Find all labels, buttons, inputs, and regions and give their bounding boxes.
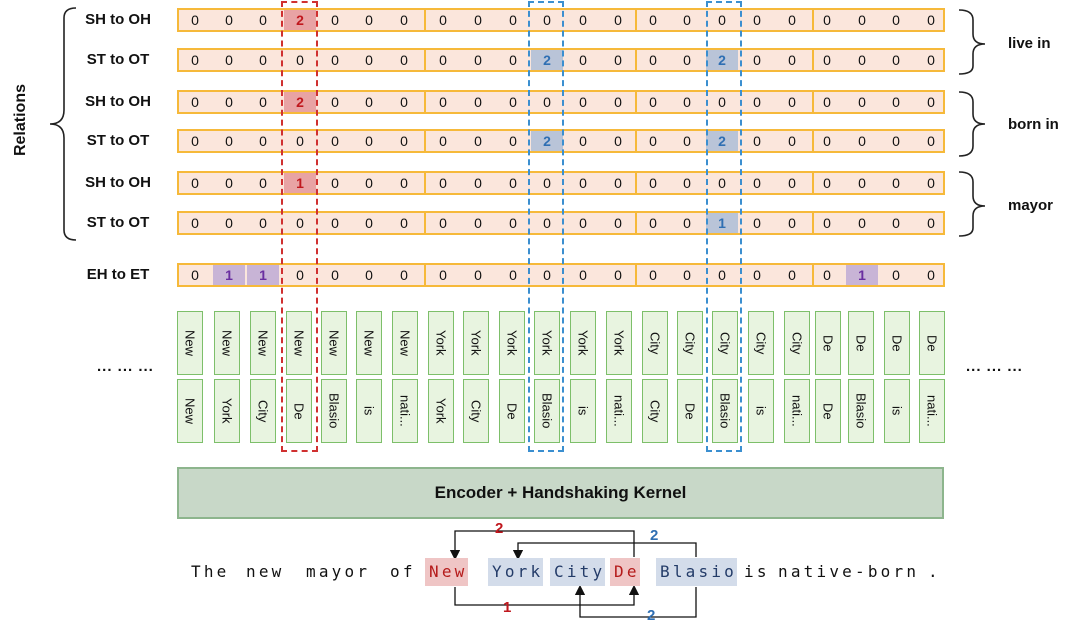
matrix-cell: 0 — [753, 175, 761, 191]
matrix-cell: 0 — [509, 267, 517, 283]
matrix-cell: 0 — [927, 12, 935, 28]
matrix-cell: 0 — [191, 52, 199, 68]
matrix-cell: 0 — [718, 267, 726, 283]
matrix-cell: 0 — [892, 12, 900, 28]
ellipsis-left: ... ... ... — [97, 358, 154, 375]
token-text: City — [255, 399, 271, 423]
matrix-cell: 0 — [649, 215, 657, 231]
token-text: is — [753, 406, 769, 416]
matrix-cell: 0 — [296, 52, 304, 68]
matrix-cell: 0 — [788, 12, 796, 28]
matrix-cell: 0 — [439, 52, 447, 68]
token-text: City — [468, 399, 484, 423]
matrix-cell: 0 — [788, 133, 796, 149]
token-text: New — [219, 329, 235, 356]
sentence-word: . — [928, 562, 941, 581]
token-text: City — [753, 331, 769, 355]
matrix-cell: 0 — [331, 12, 339, 28]
matrix-cell: 2 — [284, 92, 316, 112]
matrix-cell: 0 — [649, 133, 657, 149]
matrix-cell: 0 — [191, 133, 199, 149]
matrix-cell: 0 — [365, 52, 373, 68]
matrix-cell: 0 — [474, 94, 482, 110]
matrix-cell: 0 — [753, 52, 761, 68]
matrix-cell: 0 — [858, 215, 866, 231]
matrix-cell: 0 — [400, 215, 408, 231]
matrix-cell: 0 — [191, 267, 199, 283]
matrix-cell: 0 — [509, 133, 517, 149]
token-text: York — [575, 330, 591, 356]
matrix-cell: 0 — [927, 175, 935, 191]
matrix-cell: 0 — [225, 133, 233, 149]
matrix-cell: 0 — [543, 12, 551, 28]
matrix-cell: 0 — [649, 94, 657, 110]
token-text: Blasio — [539, 393, 555, 429]
token-text: De — [853, 334, 869, 352]
matrix-cell: 0 — [614, 52, 622, 68]
matrix-cell: 0 — [892, 267, 900, 283]
matrix-cell: 0 — [823, 12, 831, 28]
matrix-cell: 0 — [439, 215, 447, 231]
matrix-cell: 0 — [614, 94, 622, 110]
matrix-cell: 1 — [213, 265, 245, 285]
matrix-cell: 0 — [823, 133, 831, 149]
sentence-word: new — [246, 562, 285, 581]
matrix-cell: 0 — [225, 52, 233, 68]
token-text: De — [291, 402, 307, 420]
matrix-cell: 0 — [823, 175, 831, 191]
matrix-cell: 0 — [225, 94, 233, 110]
matrix-cell: 0 — [579, 133, 587, 149]
matrix-cell: 0 — [579, 52, 587, 68]
matrix-cell: 0 — [823, 267, 831, 283]
matrix-cell: 0 — [400, 175, 408, 191]
encoder-label: Encoder + Handshaking Kernel — [434, 483, 687, 502]
matrix-cell: 0 — [259, 52, 267, 68]
matrix-cell: 0 — [509, 175, 517, 191]
token-text: City — [682, 331, 698, 355]
token-text: De — [682, 402, 698, 420]
token-text: nati... — [397, 395, 413, 427]
matrix-cell: 0 — [543, 94, 551, 110]
matrix-cell: 0 — [892, 52, 900, 68]
matrix-cell: 0 — [331, 175, 339, 191]
matrix-cell: 0 — [439, 94, 447, 110]
matrix-cell: 0 — [191, 215, 199, 231]
token-text: nati... — [924, 395, 940, 427]
token-text: New — [397, 329, 413, 356]
token-text: Blasio — [717, 393, 733, 429]
matrix-cell: 0 — [892, 133, 900, 149]
token-text: De — [820, 334, 836, 352]
ellipsis-right: ... ... ... — [966, 358, 1023, 375]
matrix-cell: 0 — [614, 12, 622, 28]
matrix-cell: 0 — [718, 94, 726, 110]
matrix-cell: 0 — [858, 133, 866, 149]
matrix-cell: 0 — [753, 133, 761, 149]
matrix-cell: 0 — [858, 52, 866, 68]
matrix-cell: 0 — [191, 12, 199, 28]
matrix-cell: 2 — [531, 131, 563, 151]
token-text: De — [889, 334, 905, 352]
matrix-cell: 0 — [683, 133, 691, 149]
matrix-cell: 0 — [225, 215, 233, 231]
matrix-cell: 0 — [331, 267, 339, 283]
token-text: York — [433, 398, 449, 424]
token-text: New — [255, 329, 271, 356]
matrix-cell: 0 — [439, 267, 447, 283]
matrix-cell: 0 — [579, 215, 587, 231]
matrix-cell: 0 — [474, 12, 482, 28]
matrix-cell: 0 — [400, 267, 408, 283]
matrix-cell: 0 — [191, 94, 199, 110]
matrix-cell: 0 — [296, 267, 304, 283]
matrix-cell: 0 — [614, 133, 622, 149]
sentence-word: mayor — [306, 562, 371, 581]
matrix-cell: 0 — [788, 175, 796, 191]
matrix-cell: 0 — [683, 94, 691, 110]
matrix-cell: 0 — [474, 175, 482, 191]
matrix-cell: 0 — [259, 133, 267, 149]
sentence-word: is — [744, 562, 770, 581]
matrix-cell: 1 — [247, 265, 279, 285]
matrix-cell: 0 — [439, 12, 447, 28]
matrix-cell: 0 — [614, 175, 622, 191]
matrix-cell: 0 — [543, 175, 551, 191]
matrix-cell: 0 — [439, 175, 447, 191]
matrix-cell: 0 — [191, 175, 199, 191]
matrix-cell: 0 — [753, 215, 761, 231]
entity-token: Blasio — [656, 558, 737, 586]
matrix-cell: 0 — [543, 215, 551, 231]
matrix-cell: 0 — [579, 267, 587, 283]
matrix-cell: 0 — [649, 175, 657, 191]
sentence-word: of — [390, 562, 416, 581]
entity-token: De — [610, 558, 640, 586]
matrix-cell: 0 — [296, 215, 304, 231]
arc-number-bottom-red: 1 — [503, 599, 512, 616]
matrix-cell: 0 — [753, 94, 761, 110]
matrix-cell: 0 — [331, 52, 339, 68]
matrix-cell: 0 — [331, 94, 339, 110]
token-text: De — [504, 402, 520, 420]
matrix-cell: 0 — [579, 94, 587, 110]
matrix-cell: 0 — [927, 267, 935, 283]
matrix-cell: 0 — [823, 52, 831, 68]
matrix-cell: 0 — [649, 267, 657, 283]
matrix-cell: 0 — [439, 133, 447, 149]
row-label: ST to OT — [86, 214, 150, 231]
arc-number-bottom-blue: 2 — [647, 607, 656, 624]
token-text: New — [182, 329, 198, 356]
row-label: ST to OT — [86, 132, 150, 149]
matrix-cell: 0 — [365, 94, 373, 110]
arc-number-top-blue: 2 — [650, 527, 659, 544]
matrix-cell: 0 — [788, 94, 796, 110]
matrix-cell: 0 — [400, 133, 408, 149]
relations-label: Relations — [12, 83, 29, 156]
matrix-cell: 0 — [858, 94, 866, 110]
matrix-cell: 1 — [846, 265, 878, 285]
token-text: York — [468, 330, 484, 356]
matrix-cell: 0 — [892, 94, 900, 110]
matrix-cell: 2 — [531, 50, 563, 70]
token-text: De — [820, 402, 836, 420]
token-text: York — [539, 330, 555, 356]
matrix-cell: 0 — [858, 12, 866, 28]
token-text: is — [575, 406, 591, 416]
matrix-cell: 0 — [683, 267, 691, 283]
matrix-cell: 0 — [365, 12, 373, 28]
token-text: New — [182, 397, 198, 424]
token-text: Blasio — [326, 393, 342, 429]
relation-name-live-in: live in — [1008, 35, 1051, 52]
matrix-cell: 0 — [331, 133, 339, 149]
matrix-cell: 0 — [927, 133, 935, 149]
matrix-cell: 0 — [683, 175, 691, 191]
matrix-cell: 0 — [259, 94, 267, 110]
matrix-cell: 0 — [788, 52, 796, 68]
matrix-cell: 0 — [509, 52, 517, 68]
matrix-cell: 0 — [365, 175, 373, 191]
token-text: nati... — [611, 395, 627, 427]
matrix-cell: 0 — [259, 12, 267, 28]
entity-token: City — [550, 558, 605, 586]
matrix-cell: 0 — [365, 215, 373, 231]
matrix-cell: 0 — [400, 52, 408, 68]
matrix-cell: 0 — [543, 267, 551, 283]
matrix-cell: 0 — [331, 215, 339, 231]
matrix-cell: 1 — [284, 173, 316, 193]
matrix-cell: 0 — [296, 133, 304, 149]
token-text: City — [789, 331, 805, 355]
matrix-cell: 0 — [579, 12, 587, 28]
matrix-cell: 1 — [706, 213, 738, 233]
matrix-cell: 0 — [474, 267, 482, 283]
matrix-cell: 0 — [683, 215, 691, 231]
matrix-cell: 0 — [614, 215, 622, 231]
token-text: York — [504, 330, 520, 356]
token-text: York — [219, 398, 235, 424]
matrix-cell: 0 — [858, 175, 866, 191]
sentence-word: native-born — [778, 562, 920, 581]
matrix-cell: 0 — [823, 215, 831, 231]
matrix-cell: 0 — [259, 175, 267, 191]
token-text: nati... — [789, 395, 805, 427]
matrix-cell: 0 — [927, 94, 935, 110]
token-text: New — [361, 329, 377, 356]
matrix-cell: 0 — [400, 12, 408, 28]
matrix-cell: 0 — [474, 52, 482, 68]
matrix-cell: 0 — [823, 94, 831, 110]
matrix-cell: 0 — [614, 267, 622, 283]
token-text: De — [924, 334, 940, 352]
matrix-cell: 0 — [259, 215, 267, 231]
matrix-cell: 0 — [225, 12, 233, 28]
matrix-cell: 2 — [284, 10, 316, 30]
arc-number-top-red: 2 — [495, 520, 504, 537]
matrix-cell: 0 — [788, 215, 796, 231]
matrix-cell: 0 — [927, 52, 935, 68]
row-label: ST to OT — [86, 51, 150, 68]
entity-token: York — [488, 558, 543, 586]
row-label: SH to OH — [85, 11, 151, 28]
token-text: is — [361, 406, 377, 416]
matrix-cell: 0 — [927, 215, 935, 231]
token-text: City — [647, 331, 663, 355]
matrix-cell: 0 — [579, 175, 587, 191]
matrix-cell: 0 — [788, 267, 796, 283]
matrix-cell: 2 — [706, 131, 738, 151]
matrix-cell: 0 — [474, 215, 482, 231]
token-text: New — [326, 329, 342, 356]
matrix-cell: 0 — [365, 267, 373, 283]
token-text: York — [611, 330, 627, 356]
sentence-word: The — [191, 562, 230, 581]
matrix-cell: 0 — [892, 175, 900, 191]
matrix-cell: 0 — [683, 52, 691, 68]
matrix-cell: 0 — [225, 175, 233, 191]
matrix-cell: 0 — [365, 133, 373, 149]
row-label: EH to ET — [86, 266, 150, 283]
matrix-cell: 0 — [649, 12, 657, 28]
token-text: York — [433, 330, 449, 356]
row-label: SH to OH — [85, 174, 151, 191]
token-text: is — [889, 406, 905, 416]
matrix-cell: 0 — [718, 12, 726, 28]
matrix-cell: 0 — [400, 94, 408, 110]
matrix-cell: 0 — [509, 215, 517, 231]
matrix-cell: 0 — [509, 94, 517, 110]
matrix-cell: 0 — [892, 215, 900, 231]
matrix-cell: 0 — [683, 12, 691, 28]
row-label: SH to OH — [85, 93, 151, 110]
entity-token: New — [425, 558, 468, 586]
matrix-cell: 0 — [509, 12, 517, 28]
matrix-cell: 0 — [753, 12, 761, 28]
token-text: City — [647, 399, 663, 423]
matrix-cell: 0 — [753, 267, 761, 283]
matrix-cell: 2 — [706, 50, 738, 70]
token-text: Blasio — [853, 393, 869, 429]
token-text: New — [291, 329, 307, 356]
relation-name-mayor: mayor — [1008, 197, 1054, 214]
matrix-cell: 0 — [649, 52, 657, 68]
matrix-cell: 0 — [718, 175, 726, 191]
relation-name-born-in: born in — [1008, 116, 1059, 133]
token-text: City — [717, 331, 733, 355]
matrix-cell: 0 — [474, 133, 482, 149]
